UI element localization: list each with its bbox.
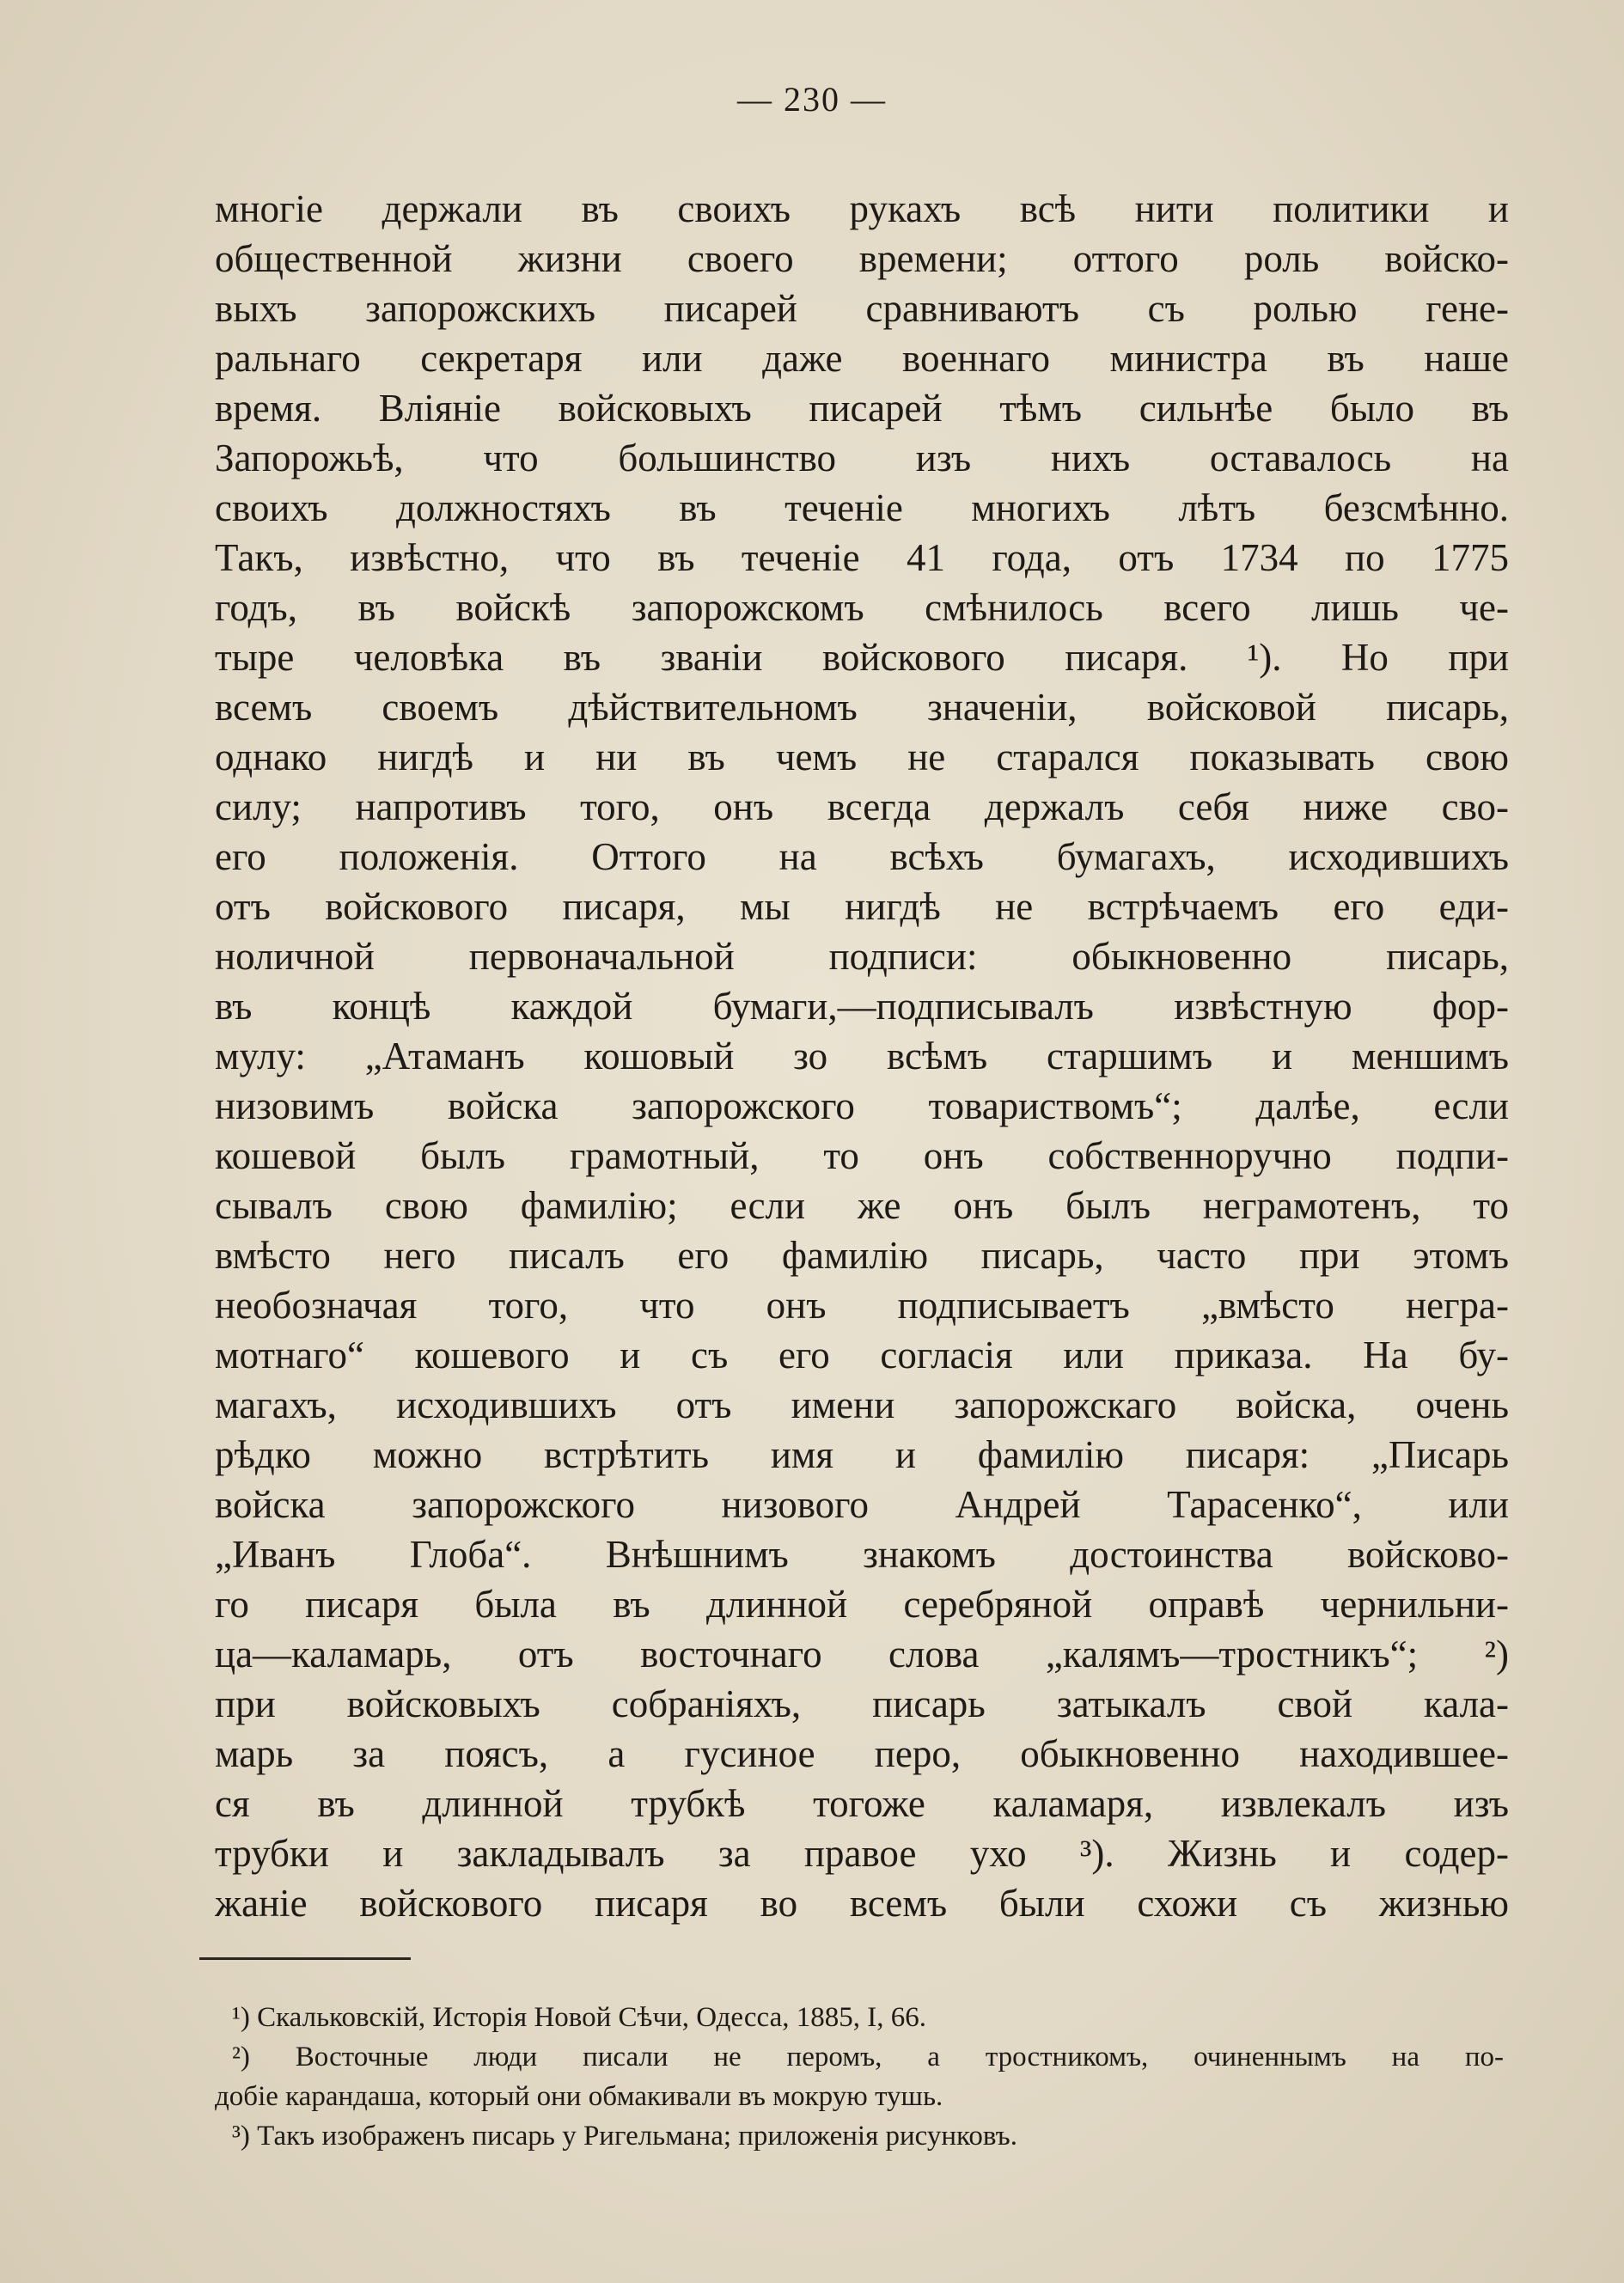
text-line: однако нигдѣ и ни въ чемъ не старался показывать свою [215, 736, 1509, 778]
text-line: силу; напротивъ того, онъ всегда держалъ себя ниже сво- [215, 785, 1509, 828]
text-line: годъ, въ войскѣ запорожскомъ смѣнилось всего лишь че- [215, 586, 1509, 629]
text-line: выхъ запорожскихъ писарей сравниваютъ съ ролью гене- [215, 287, 1509, 330]
footnote-3: ³) Такъ изображенъ писарь у Ригельмана; приложенія рисунковъ. [232, 2121, 1017, 2152]
footnote-1: ¹) Скальковскій, Исторія Новой Сѣчи, Одесса, 1885, I, 66. [232, 2002, 926, 2033]
text-line: войска запорожского низового Андрей Тарасенко“, или [215, 1483, 1509, 1526]
text-line: общественной жизни своего времени; оттого роль войско- [215, 237, 1509, 280]
text-line: ся въ длинной трубкѣ тогоже каламаря, извлекалъ изъ [215, 1782, 1509, 1825]
text-line: „Иванъ Глоба“. Внѣшнимъ знакомъ достоинства войсково- [215, 1533, 1509, 1576]
text-line: ца—каламарь, отъ восточнаго слова „калямъ—тростникъ“; ²) [215, 1633, 1509, 1676]
text-line: отъ войскового писаря, мы нигдѣ не встрѣчаемъ его еди- [215, 885, 1509, 928]
text-line: мулу: „Атаманъ кошовый зо всѣмъ старшимъ и меншимъ [215, 1035, 1509, 1077]
text-line: при войсковыхъ собраніяхъ, писарь затыкалъ свой кала- [215, 1682, 1509, 1725]
text-line: мотнаго“ кошевого и съ его согласія или приказа. На бу- [215, 1334, 1509, 1377]
text-line: ральнаго секретаря или даже военнаго министра въ наше [215, 337, 1509, 380]
text-line: Такъ, извѣстно, что въ теченіе 41 года, отъ 1734 по 1775 [215, 536, 1509, 579]
text-line: сывалъ свою фамилію; если же онъ былъ неграмотенъ, то [215, 1184, 1509, 1227]
footnotes [215, 1998, 1504, 2156]
text-line: Запорожьѣ, что большинство изъ нихъ оставалось на [215, 436, 1509, 479]
main-text [215, 184, 1509, 1928]
text-line: необозначая того, что онъ подписываетъ „вмѣсто негра- [215, 1284, 1509, 1327]
text-line: въ концѣ каждой бумаги,—подписывалъ извѣстную фор- [215, 985, 1509, 1028]
text-line: марь за поясъ, а гусиное перо, обыкновенно находившее- [215, 1732, 1509, 1775]
text-line: тыре человѣка въ званіи войскового писаря. ¹). Но при [215, 636, 1509, 679]
text-line: его положенія. Оттого на всѣхъ бумагахъ, исходившихъ [215, 835, 1509, 878]
text-line: ноличной первоначальной подписи: обыкновенно писарь, [215, 935, 1509, 978]
page-number: — 230 — [737, 80, 887, 119]
text-line: вмѣсто него писалъ его фамилію писарь, часто при этомъ [215, 1234, 1509, 1277]
footnote-separator [199, 1957, 411, 1960]
text-line: рѣдко можно встрѣтить имя и фамилію писаря: „Писарь [215, 1433, 1509, 1476]
text-line: трубки и закладывалъ за правое ухо ³). Жизнь и содер- [215, 1832, 1509, 1875]
footnote-2-line-2: добіе карандаша, который они обмакивали въ мокрую тушь. [215, 2081, 943, 2112]
text-line: время. Вліяніе войсковыхъ писарей тѣмъ сильнѣе было въ [215, 387, 1509, 430]
text-line: го писаря была въ длинной серебряной оправѣ чернильни- [215, 1583, 1509, 1626]
text-line: магахъ, исходившихъ отъ имени запорожскаго войска, очень [215, 1383, 1509, 1426]
text-line: многіе держали въ своихъ рукахъ всѣ нити политики и [215, 187, 1509, 230]
text-line: всемъ своемъ дѣйствительномъ значеніи, войсковой писарь, [215, 686, 1509, 729]
text-line: своихъ должностяхъ въ теченіе многихъ лѣтъ безсмѣнно. [215, 486, 1509, 529]
text-line: жаніе войскового писаря во всемъ были схожи съ жизнью [215, 1882, 1509, 1925]
text-line: кошевой былъ грамотный, то онъ собственноручно подпи- [215, 1134, 1509, 1177]
text-line: низовимъ войска запорожского товариствомъ“; далѣе, если [215, 1084, 1509, 1127]
footnote-2-line-1: ²) Восточные люди писали не перомъ, а тростникомъ, очиненнымъ на по- [232, 2042, 1504, 2072]
